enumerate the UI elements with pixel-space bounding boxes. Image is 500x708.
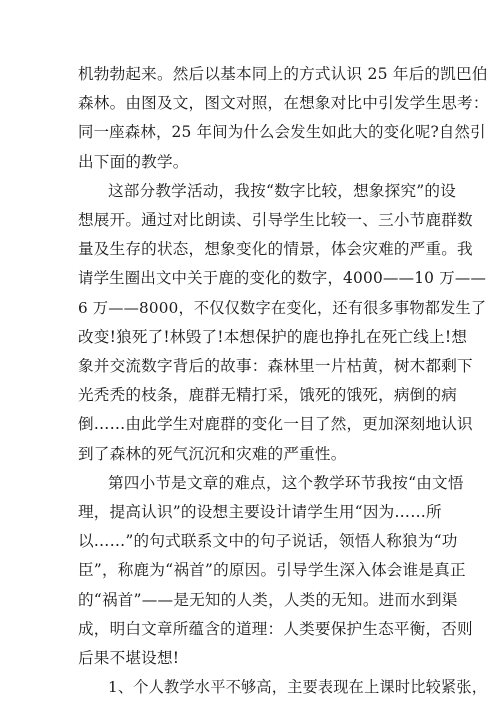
text-line: 光秃秃的枝条，鹿群无精打采，饿死的饿死，病倒的病 [78,386,458,405]
text-line: 想展开。通过对比朗读、引导学生比较一、三小节鹿群数 [78,211,473,229]
paragraph-first-line: 这部分教学活动，我按“数字比较，想象探究”的设 [108,181,457,200]
text-line: 6 万——8000，不仅仅数字在变化，还有很多事物都发生了 [78,298,487,317]
text-line: 森林。由图及文，图文对照，在想象对比中引发学生思考： [78,94,489,113]
text-line: 理，提高认识”的设想主要设计请学生用“因为……所 [78,503,442,521]
paragraph-first-line: 1、个人教学水平不够高，主要表现在上课时比较紧张， [108,678,488,697]
text-line: 倒……由此学生对鹿群的变化一目了然，更加深刻地认识 [78,415,473,434]
text-line: 同一座森林，25 年间为什么会发生如此大的变化呢?自然引 [78,123,486,142]
text-line: 以……”的句式联系文中的句子说话，领悟人称狼为“功 [78,532,458,551]
text-line: 象并交流数字背后的故事：森林里一片枯黄，树木都剩下 [78,357,473,375]
text-line: 改变!狼死了!林毁了!本想保护的鹿也挣扎在死亡线上!想 [78,327,468,346]
text-line: 到了森林的死气沉沉和灾难的严重性。 [78,444,347,463]
text-line: 臣”，称鹿为“祸首”的原因。引导学生深入体会谁是真正 [78,561,466,580]
text-line: 出下面的教学。 [78,152,189,171]
text-line: 量及生存的状态，想象变化的情景，体会灾难的严重。我 [78,240,473,259]
text-line: 后果不堪设想! [78,649,180,667]
text-line: 成，明白文章所蕴含的道理：人类要保护生态平衡，否则 [78,619,473,638]
paragraph-first-line: 第四小节是文章的难点，这个教学环节我按“由文悟 [108,473,464,492]
text-line: 请学生圈出文中关于鹿的变化的数字，4000——10 万—— [78,269,487,288]
text-line: 机勃勃起来。然后以基本同上的方式认识 25 年后的凯巴伯 [78,65,488,83]
text-line: 的“祸首”——是无知的人类，人类的无知。进而水到渠 [78,590,458,609]
